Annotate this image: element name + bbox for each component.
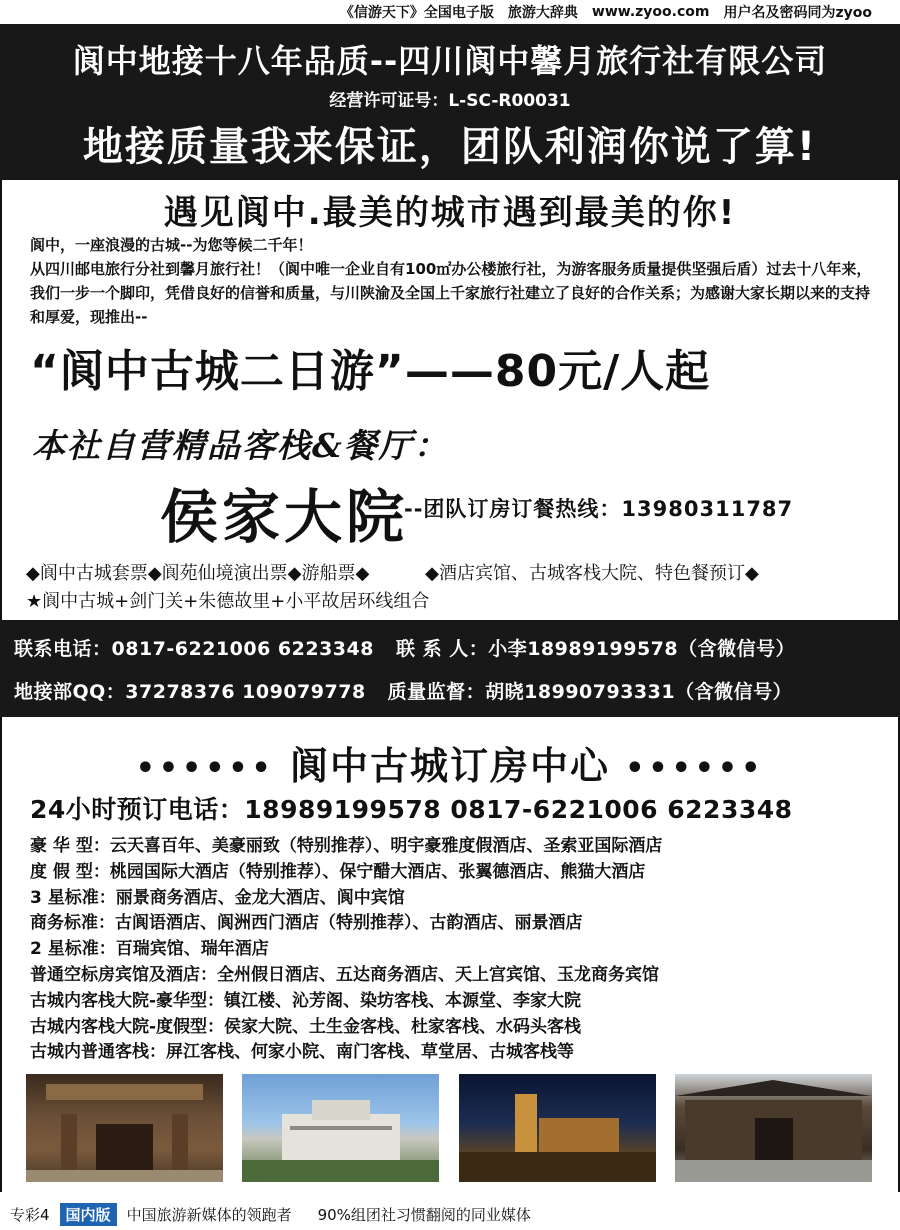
license-number: 经营许可证号：L-SC-R00031 (329, 91, 571, 111)
services-booking: ◆酒店宾馆、古城客栈大院、特色餐预订◆ (425, 563, 759, 584)
company-name: 阆中地接十八年品质--四川阆中馨月旅行社有限公司 (72, 42, 828, 80)
top-bar (0, 0, 900, 24)
services-tour-combo: ★阆中古城+剑门关+朱德故里+小平故居环线组合 (26, 591, 430, 612)
hotel-photos (26, 1074, 872, 1182)
inn-hotline: --团队订房订餐热线：13980311787 (404, 497, 794, 521)
contact-person: 联 系 人：小李18989199578（含微信号） (395, 638, 796, 660)
booking-hotline: 24小时预订电话：18989199578 0817-6221006 6223348 (30, 795, 793, 824)
hotel-row-inn-regular: 古城内普通客栈：屏江客栈、何家小院、南门客栈、草堂居、古城客栈等 (30, 1042, 574, 1063)
edition-badge: 国内版 (60, 1203, 117, 1226)
services-list (26, 560, 759, 616)
hotel-row-2star: 2 星标准：百瑞宾馆、瑞年酒店 (30, 939, 269, 960)
quality-supervisor: 质量监督：胡晓18990793331（含微信号） (387, 681, 793, 703)
login-note: 用户名及密码同为zyoo (723, 5, 872, 21)
header-slogan: 地接质量我来保证，团队利润你说了算! (82, 124, 818, 170)
booking-title-text: 阆中古城订房中心 (289, 744, 610, 788)
contact-phone: 联系电话：0817-6221006 6223348 (14, 638, 374, 660)
lobby-illustration (26, 1074, 223, 1182)
hotel-row-inn-luxury: 古城内客栈大院-豪华型：镇江楼、沁芳阁、染坊客栈、本源堂、李家大院 (30, 990, 582, 1011)
intro-line: 阆中，一座浪漫的古城--为您等候二千年！ (30, 236, 313, 254)
footer-tagline-1: 中国旅游新媒体的领跑者 (126, 1205, 292, 1224)
contact-band (0, 620, 900, 717)
night-illustration (459, 1074, 656, 1182)
decorative-dots-right: •••••• (625, 751, 765, 786)
inn-name: 侯家大院 (160, 483, 409, 551)
hotel-row-3star: 3 星标准：丽景商务酒店、金龙大酒店、阆中宾馆 (30, 887, 405, 908)
website-link[interactable]: www.zyoo.com (591, 4, 710, 20)
intro-paragraph: 从四川邮电旅行分社到馨月旅行社！（阆中唯一企业自有100㎡办公楼旅行社，为游客服务质量提供坚强后盾）过去十八年来，我们一步一个脚印，凭借良好的信誉和质量，与川陕渝及全国上千家旅行社建立了良好的合作关系；为感谢大家长期以来的支持和厚爱，现推出-- (30, 260, 872, 326)
footer (0, 1198, 900, 1230)
hotel-row-business: 商务标准：古阆语酒店、阆洲西门酒店（特别推荐）、古韵酒店、丽景酒店 (30, 913, 583, 934)
hotel-list (30, 834, 880, 1066)
inn-title: 本社自营精品客栈&餐厅： (32, 426, 449, 465)
services-tickets: ◆阆中古城套票◆阆苑仙境演出票◆游船票◆ (26, 563, 370, 584)
hotel-photo-lobby (26, 1074, 223, 1182)
contact-qq: 地接部QQ：37278376 109079778 (14, 681, 366, 703)
page-number: 专彩4 (10, 1205, 50, 1224)
edition-label: 《信游天下》全国电子版 (339, 5, 494, 21)
hotel-row-luxury: 豪 华 型：云天喜百年、美豪丽致（特别推荐）、明宇豪雅度假酒店、圣索亚国际酒店 (30, 836, 663, 856)
hotel-row-resort: 度 假 型：桃园国际大酒店（特别推荐）、保宁醋大酒店、张翼德酒店、熊猫大酒店 (30, 861, 646, 882)
header-band (0, 24, 900, 180)
hotel-photo-building (242, 1074, 439, 1182)
courtyard-illustration (675, 1074, 872, 1182)
dictionary-label: 旅游大辞典 (507, 5, 578, 21)
hotel-photo-night (459, 1074, 656, 1182)
building-illustration (242, 1074, 439, 1182)
promo-offer: “阆中古城二日游”——80元/人起 (30, 346, 711, 397)
booking-center-title (0, 735, 900, 790)
hotel-row-inn-resort: 古城内客栈大院-度假型：侯家大院、土生金客栈、杜家客栈、水码头客栈 (30, 1016, 582, 1037)
hotel-photo-courtyard (675, 1074, 872, 1182)
hotel-row-standard: 普通空标房宾馆及酒店：全州假日酒店、五达商务酒店、天上宫宾馆、玉龙商务宾馆 (30, 964, 659, 985)
intro-text (30, 233, 875, 329)
footer-tagline-2: 90%组团社习惯翻阅的同业媒体 (317, 1205, 531, 1224)
decorative-dots-left: •••••• (135, 751, 275, 786)
intro-headline: 遇见阆中.最美的城市遇到最美的你! (163, 193, 737, 233)
